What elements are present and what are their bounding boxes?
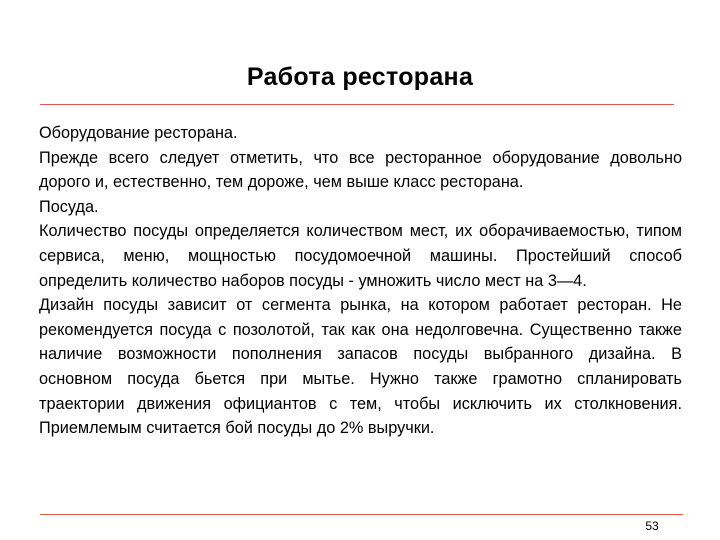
paragraph-dishes-design: Дизайн посуды зависит от сегмента рынка, на котором работает ресторан. Не рекомендуется посуда с позолотой, так как она недолговечна. Существенно также наличие возможности пополнения запасов посуды выбранного дизайна. В основном посуда бьется при мытье. Нужно также грамотно спланировать траектории движения официантов с тем, чтобы исключить их столкновения. Приемлемым считается бой посуды до 2% выручки. [39, 296, 682, 438]
title-divider [40, 104, 674, 105]
slide-body [39, 121, 682, 441]
page-number: 53 [645, 519, 659, 533]
paragraph-equipment-heading: Оборудование ресторана. [39, 124, 238, 142]
slide-title: Работа ресторана [246, 63, 474, 91]
footer-divider [40, 514, 683, 515]
paragraph-dishes-quantity: Количество посуды определяется количеством мест, их оборачиваемостью, типом сервиса, меню, мощностью посудомоечной машины. Простейший способ определить количество наборов посуды - умножить число мест на 3—4. [39, 222, 682, 290]
paragraph-equipment-text: Прежде всего следует отметить, что все ресторанное оборудование довольно дорого и, естественно, тем дороже, чем выше класс ресторана. [39, 148, 682, 192]
paragraph-dishes-heading: Посуда. [39, 197, 99, 216]
